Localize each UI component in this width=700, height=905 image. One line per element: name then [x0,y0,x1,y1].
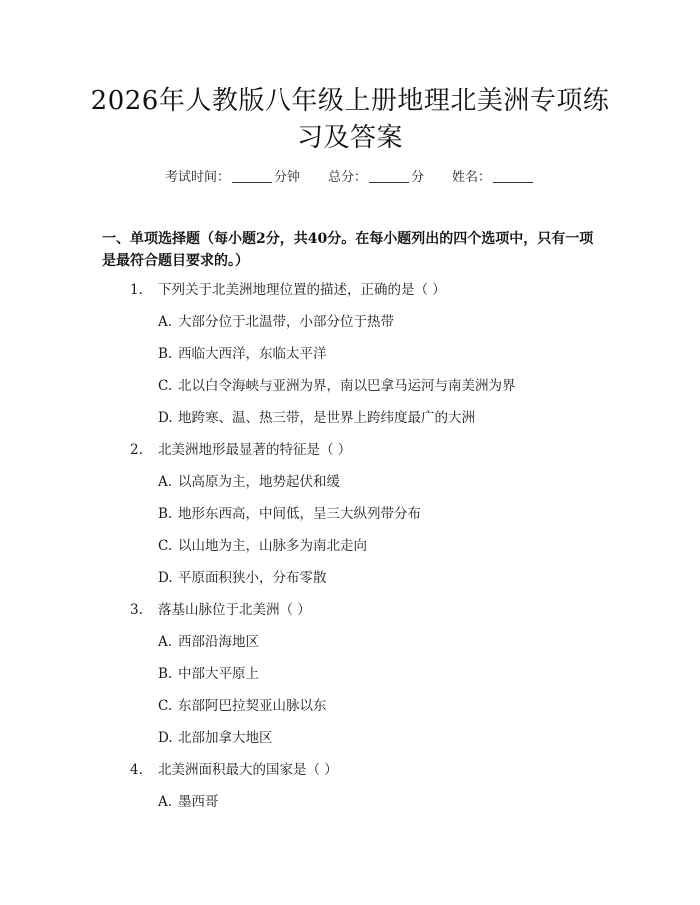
question-3-option-b [158,664,259,684]
question-number: 4. [130,762,143,778]
total-score-unit: 分 [411,170,425,185]
question-2-option-b [158,504,421,524]
student-name-label: 姓名： [452,170,492,185]
option-letter: A. [158,474,173,490]
total-score-blank [369,169,409,183]
option-letter: A. [158,634,173,650]
question-2-option-a [158,472,340,492]
option-text: 大部分位于北温带，小部分位于热带 [178,314,394,330]
section-heading-line-1: 一、单项选择题（每小题2分，共40分。在每小题列出的四个选项中，只有一项 [102,231,594,247]
question-3-option-a [158,632,259,652]
question-1-option-a [158,312,394,332]
question-text: 北美洲面积最大的国家是（ ） [158,762,338,778]
question-3 [130,600,311,620]
total-score-label: 总分： [327,170,367,185]
question-number: 2. [130,442,143,458]
question-4 [130,760,338,780]
option-letter: B. [158,666,173,682]
exam-time-label: 考试时间： [164,170,230,185]
option-text: 东部阿巴拉契亚山脉以东 [178,698,327,714]
option-letter: A. [158,314,173,330]
option-text: 西临大西洋，东临太平洋 [178,346,327,362]
option-letter: C. [158,378,173,394]
question-2-option-d [158,568,327,588]
question-number: 1. [130,282,143,298]
option-text: 平原面积狭小，分布零散 [178,570,327,586]
option-letter: B. [158,506,173,522]
option-text: 以山地为主，山脉多为南北走向 [178,538,367,554]
option-letter: A. [158,794,173,810]
option-letter: C. [158,538,173,554]
student-name-field [452,168,535,188]
question-1-option-d [158,408,475,428]
exam-time-field [165,168,300,188]
question-text: 下列关于北美洲地理位置的描述，正确的是（ ） [158,282,446,298]
question-number: 3. [130,602,143,618]
exam-time-unit: 分钟 [273,170,300,185]
exam-info-line [0,168,700,188]
student-name-blank [493,169,533,183]
question-4-option-a [158,792,219,812]
option-text: 中部大平原上 [178,666,259,682]
option-letter: D. [158,730,173,746]
option-text: 以高原为主，地势起伏和缓 [178,474,340,490]
question-text: 落基山脉位于北美洲（ ） [158,602,311,618]
question-text: 北美洲地形最显著的特征是（ ） [158,442,352,458]
option-text: 地跨寒、温、热三带，是世界上跨纬度最广的大洲 [178,410,475,426]
option-text: 地形东西高，中间低，呈三大纵列带分布 [178,506,421,522]
option-letter: D. [158,570,173,586]
question-1 [130,280,446,300]
document-title-line-2: 习及答案 [296,123,403,153]
question-3-option-c [158,696,327,716]
question-1-option-b [158,344,327,364]
section-heading-line-2: 是最符合题目要求的。） [102,253,249,269]
option-text: 北以白令海峡与亚洲为界，南以巴拿马运河与南美洲为界 [178,378,516,394]
question-2 [130,440,351,460]
option-text: 北部加拿大地区 [178,730,273,746]
total-score-field [328,168,424,188]
question-1-option-c [158,376,516,396]
question-3-option-d [158,728,273,748]
option-text: 西部沿海地区 [178,634,259,650]
option-text: 墨西哥 [178,794,219,810]
option-letter: C. [158,698,173,714]
option-letter: B. [158,346,173,362]
option-letter: D. [158,410,173,426]
document-title-line-1: 2026年人教版八年级上册地理北美洲专项练 [90,86,610,116]
question-2-option-c [158,536,367,556]
exam-time-blank [232,169,272,183]
